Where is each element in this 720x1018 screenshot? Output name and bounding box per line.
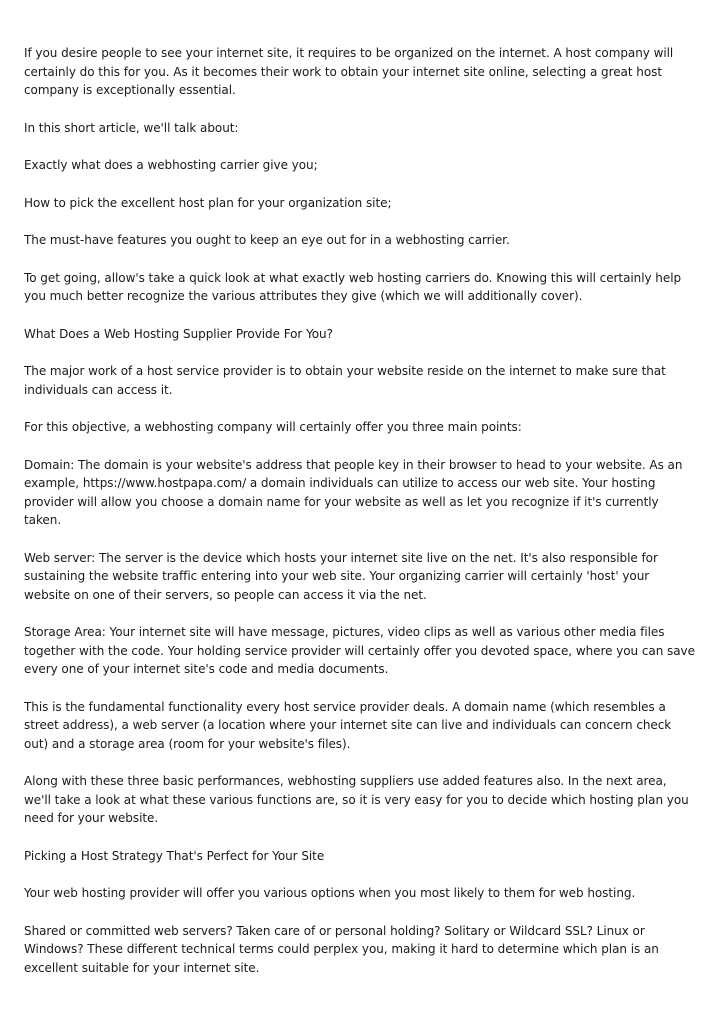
paragraph: Storage Area: Your internet site will have message, pictures, video clips as well as various other media files together with the code. Your holding service provider will certainly offer you devoted space, where you can save every one of your internet site's code and media documents. [24,625,695,676]
list-line: How to pick the excellent host plan for your organization site; [24,195,392,210]
paragraph: Your web hosting provider will offer you various options when you most likely to them for web hosting. [24,886,636,900]
section-heading: What Does a Web Hosting Supplier Provide For You? [24,326,333,341]
paragraph: For this objective, a webhosting company will certainly offer you three main points: [24,420,522,434]
paragraph: To get going, allow's take a quick look at what exactly web hosting carriers do. Knowing this will certainly help you much better recognize the various attributes they give (which we will additionally cover). [24,270,682,303]
paragraph: Domain: The domain is your website's address that people key in their browser to head to your website. As an example, https://www.hostpapa.com/ a domain individuals can utilize to access our web site. Your hosting provider will allow you choose a domain name for your website as well as let you recognize if it's currently taken. [24,457,683,527]
paragraph: If you desire people to see your internet site, it requires to be organized on the internet. A host company will certainly do this for you. As it becomes their work to obtain your internet site online, selecting a great host company is exceptionally essential. [24,46,674,97]
paragraph: Along with these three basic performances, webhosting suppliers use added features also. In the next area, we'll take a look at what these various functions are, so it is very easy for you to decide which hosting plan you need for your website. [24,774,689,825]
paragraph: Shared or committed web servers? Taken care of or personal holding? Solitary or Wildcard SSL? Linux or Windows? These different technical terms could perplex you, making it hard to determine which plan is an excellent suitable for your internet site. [24,923,659,975]
paragraph: Web server: The server is the device which hosts your internet site live on the net. It's also responsible for sustaining the website traffic entering into your web site. Your organizing carrier will certainly 'host' your website on one of their servers, so people can access it via the net. [24,550,658,602]
article-body [24,44,696,996]
paragraph: In this short article, we'll talk about: [24,120,239,135]
list-line: The must-have features you ought to keep an eye out for in a webhosting carrier. [24,233,510,247]
list-line: Exactly what does a webhosting carrier give you; [24,158,318,172]
paragraph: This is the fundamental functionality every host service provider deals. A domain name (which resembles a street address), a web server (a location where your internet site can live and individuals can concern check out) and a storage area (room for your website's files). [24,699,672,751]
section-heading: Picking a Host Strategy That's Perfect for Your Site [24,848,325,863]
paragraph: The major work of a host service provider is to obtain your website reside on the internet to make sure that individuals can access it. [24,364,666,397]
